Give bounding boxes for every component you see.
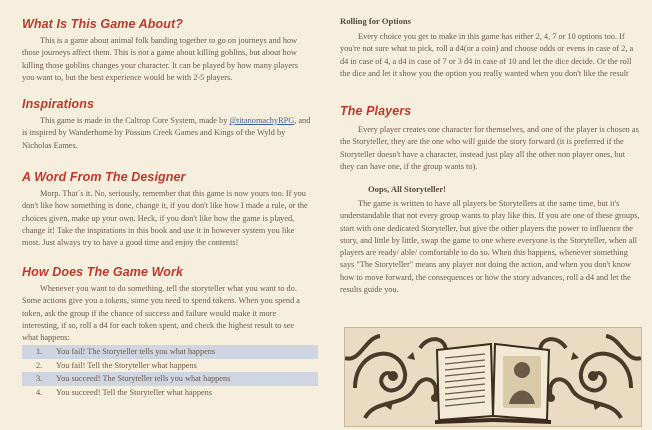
subheading-storyteller: Oops, All Storyteller! bbox=[368, 184, 447, 194]
result-item: 3. You succeed! The Storyteller tells you what happens bbox=[22, 372, 318, 386]
result-item: 4. You succeed! Tell the Storyteller what happens bbox=[36, 387, 213, 397]
heading-game-about: What Is This Game About? bbox=[22, 17, 183, 31]
titanomachy-link[interactable]: @titanomachyRPG bbox=[229, 116, 295, 125]
result-list bbox=[22, 345, 318, 399]
paragraph-players: Every player creates one character for themselves, and one of the player is chosen as the Storyteller, they are the one who will guide the story forward (it is preferred if the Storyteller doesn't have a character, instead just play all the other non player ones, but they can have one, if the group wants to). bbox=[340, 125, 639, 171]
paragraph-game-about: This is a game about animal folk banding together to go on journeys and how those journeys affect them. This is not a game about killing goblins, but about how killing those goblins changes your character. It can be played by how many players you want to, but the best experience would be with 2-5 players. bbox=[22, 36, 299, 82]
paragraph-inspirations bbox=[22, 115, 312, 152]
book-illustration bbox=[344, 327, 642, 427]
result-item: 2. You fail! Tell the Storyteller what happens bbox=[36, 360, 197, 370]
paragraph-game-work: Whenever you want to do something, tell the storyteller what you want to do. Some actions give you a tokens, some you need to spend tokens. When you spend a token, ask the group if the chance of success and failure would make it more interesting, if so, roll a d4 for each token spent, and check the highest result to see what happens: bbox=[22, 284, 300, 343]
subheading-rolling: Rolling for Options bbox=[340, 16, 411, 26]
inspirations-text-b: , and is inspired by Wanderhome by Possum Creek Games and Kings of the Wyld by Nicholas Eames. bbox=[22, 116, 311, 150]
paragraph-storyteller: The game is written to have all players be Storytellers at the same time, but it's understandable that not every group wants to play like this. If you are one of these groups, start with one dedicated Storyteller, but give the other players the power to influence the story, and little by little, swap the game to one where everyone is the Storyteller, when all players are ready/ able/ comfortable to do so. When this happens, whenever something says "The Storyteller" means any player not doing the action, and when you don't know how to move forward, the consequences or how the story advances, roll a d4 and let the results guide you. bbox=[340, 199, 640, 295]
heading-inspirations: Inspirations bbox=[22, 97, 95, 111]
paragraph-designer: Morp. That´s it. No, seriously, remember that this game is now yours too. If you don't like how something is done, change it, if you don't like how I made a rule, or the choices given, make up your own. Heck, if you don't like how the game is played, change it! Take the inspirations in this book and use it in however system you like most. Just always try to have a good time and enjoy the contents! bbox=[22, 189, 308, 248]
heading-players: The Players bbox=[340, 104, 412, 118]
heading-game-work: How Does The Game Work bbox=[22, 265, 184, 279]
heading-designer: A Word From The Designer bbox=[22, 170, 186, 184]
open-book-ornament-icon bbox=[345, 328, 641, 426]
result-item: 1. You fail! The Storyteller tells you what happens bbox=[22, 345, 318, 359]
paragraph-rolling: Every choice you get to make in this game has either 2, 4, 7 or 10 options too. If you're not sure what to pick, roll a d4(or a coin) and choose odds or evens in case of 2, a d4 in case of 4, a d4 in case of 7 or 3 d4 in case of 10 and let the dice decide. Or the roll the dice and let it show you the option you really wanted when you don't like the result bbox=[340, 32, 634, 78]
inspirations-text-a: This game is made in the Caltrop Core System, made by bbox=[40, 116, 228, 125]
